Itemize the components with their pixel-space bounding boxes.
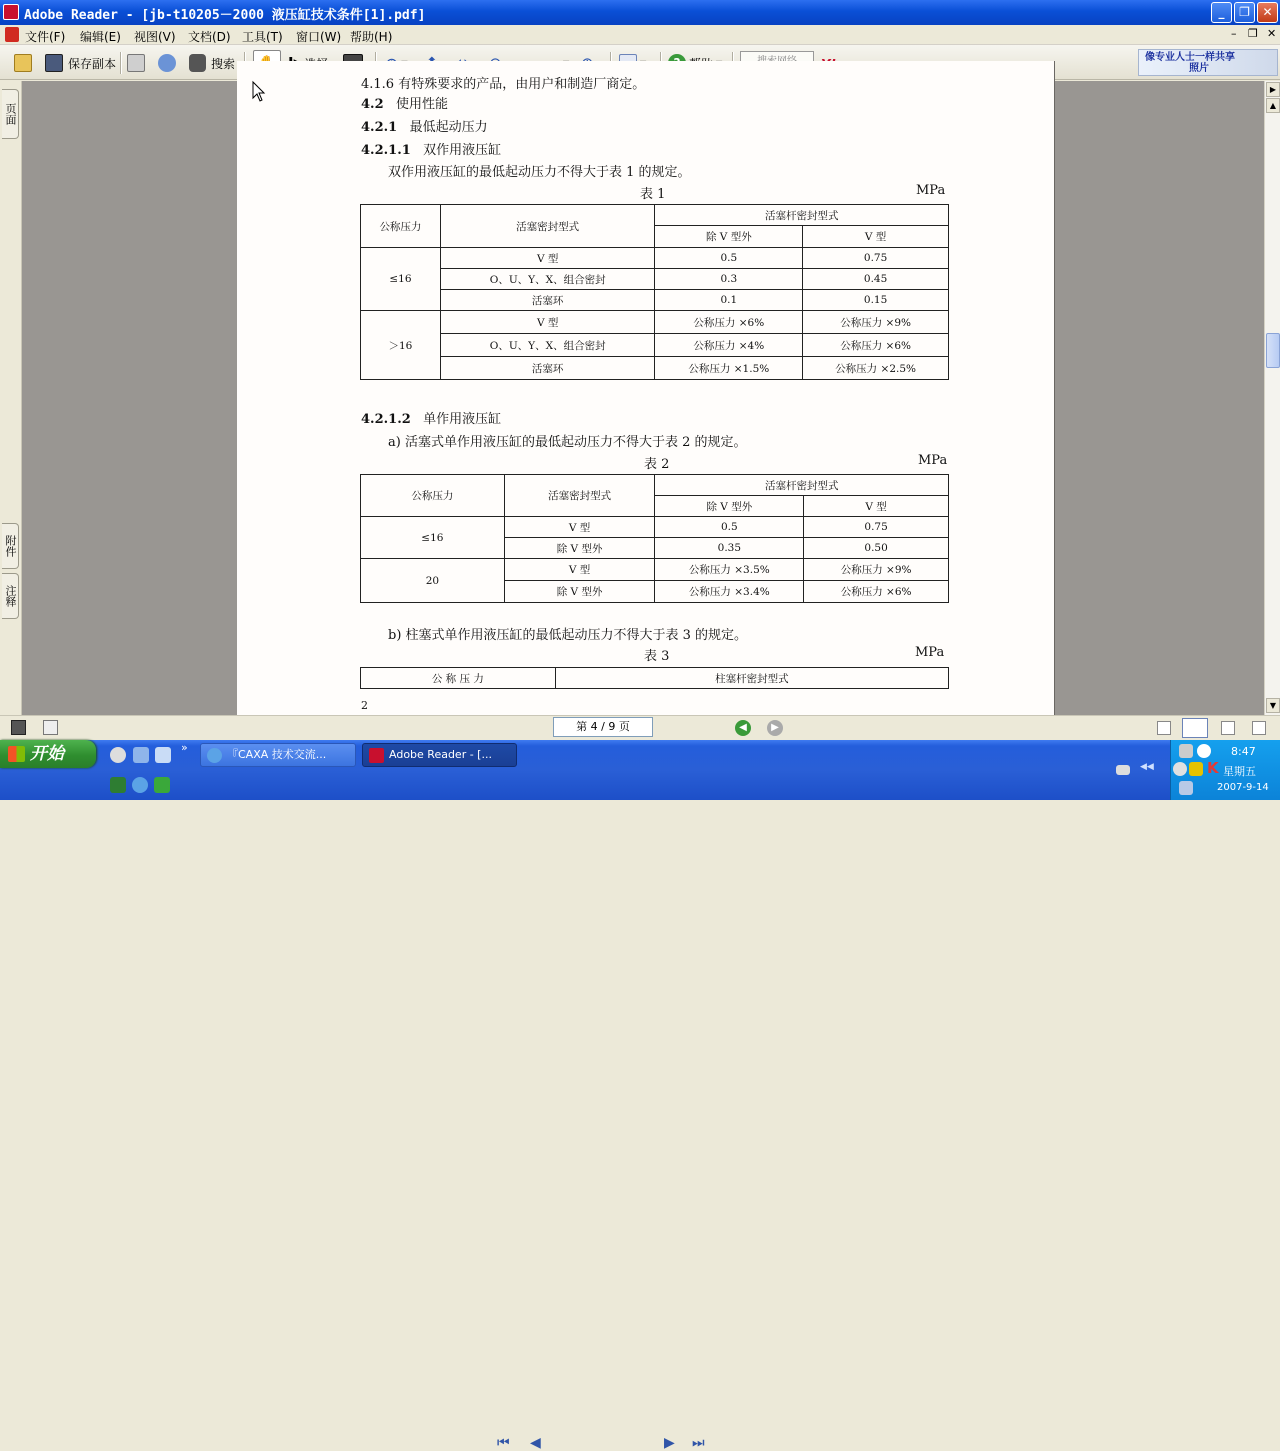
continuous-facing-icon[interactable] [1252, 721, 1266, 735]
task-label: Adobe Reader - [... [389, 748, 492, 761]
tab-pages[interactable]: 页面 [2, 89, 19, 139]
keyboard-icon[interactable] [1116, 765, 1130, 775]
minimize-button[interactable]: _ [1211, 2, 1232, 23]
table-cell: 活塞环 [440, 357, 655, 380]
table-cell: 公称压力 ×9% [804, 559, 949, 581]
table-cell: 0.50 [804, 538, 949, 559]
previous-page-button[interactable]: ◀ [530, 1435, 541, 1451]
scroll-up-button[interactable]: ▶ [1266, 82, 1280, 97]
doc-restore-button[interactable]: ❐ [1248, 27, 1258, 40]
menu-tools[interactable]: 工具(T) [242, 30, 283, 44]
table-cell: 0.75 [803, 248, 949, 269]
vertical-scrollbar[interactable] [1264, 81, 1280, 715]
printer-icon [127, 54, 145, 72]
clock-weekday: 星期五 [1223, 765, 1256, 778]
open-button[interactable] [14, 52, 32, 74]
continuous-page-icon[interactable] [1182, 718, 1208, 738]
close-button[interactable]: ✕ [1257, 2, 1278, 23]
doc-minimize-button[interactable]: – [1231, 27, 1237, 40]
binoculars-icon [189, 54, 206, 72]
save-copy-label: 保存副本 [68, 56, 117, 71]
table-cell: 公称压力 ×6% [804, 581, 949, 603]
table-cell: 0.5 [655, 517, 804, 538]
page-info-icon[interactable] [43, 720, 58, 735]
last-page-button[interactable]: ⏭ [692, 1435, 705, 1451]
table-header: 柱塞杆密封型式 [555, 668, 948, 689]
table-2-unit: MPa [918, 453, 948, 468]
table-cell: O、U、Y、X、组合密封 [440, 334, 655, 357]
page-number-field[interactable]: 第 4 / 9 页 [553, 717, 653, 737]
doc-close-button[interactable]: ✕ [1267, 27, 1277, 40]
table-cell: V 型 [440, 311, 655, 334]
print-button[interactable] [127, 52, 145, 74]
table-1 [360, 204, 949, 380]
table-header: 活塞杆密封型式 [655, 205, 949, 226]
table-cell: ＞16 [361, 311, 441, 380]
heading-4-2: 4.2 使用性能 [361, 97, 449, 112]
ad-line-2: 照片 [1189, 63, 1209, 74]
mouse-cursor-icon [252, 81, 266, 102]
title-bar [0, 0, 1280, 25]
tab-comments[interactable]: 注释 [2, 573, 19, 619]
navigation-pane-tabs [0, 81, 22, 715]
table-cell: 0.5 [655, 248, 803, 269]
table-cell: 公称压力 ×1.5% [655, 357, 803, 380]
table-cell: 20 [361, 559, 505, 603]
next-page-button[interactable]: ▶ [664, 1435, 675, 1451]
heading-4-2-1-1: 4.2.1.1 双作用液压缸 [361, 143, 502, 158]
table-cell: 公称压力 ×6% [655, 311, 803, 334]
table-header: 除 V 型外 [655, 496, 804, 517]
adobe-reader-icon [3, 4, 19, 20]
quicklaunch-icon-2[interactable] [133, 747, 149, 763]
menu-file[interactable]: 文件(F) [25, 30, 66, 44]
document-icon [5, 27, 19, 42]
ad-line-1: 像专业人士一样共享 [1145, 52, 1235, 63]
back-arrow-icon[interactable] [1173, 762, 1187, 776]
menu-edit[interactable]: 编辑(E) [80, 30, 121, 44]
save-copy-button[interactable] [45, 52, 116, 74]
tray-expand-icon[interactable]: ◀◀ [1140, 762, 1154, 772]
table-cell: 除 V 型外 [504, 538, 655, 559]
table-cell: 公称压力 ×2.5% [803, 357, 949, 380]
go-back-button[interactable]: ◀ [735, 720, 751, 736]
network-icon[interactable] [1179, 744, 1193, 758]
paragraph: b) 柱塞式单作用液压缸的最低起动压力不得大于表 3 的规定。 [388, 628, 748, 643]
reading-mode-icon[interactable] [11, 720, 26, 735]
table-header: 公称压力 [361, 475, 505, 517]
table-cell: ≤16 [361, 517, 505, 559]
start-button[interactable] [0, 740, 96, 768]
table-header: V 型 [803, 226, 949, 248]
table-header: 公称压力 [361, 205, 441, 248]
quicklaunch-icon-3[interactable] [155, 747, 171, 763]
search-label: 搜索 [211, 56, 236, 71]
table-cell: 0.35 [655, 538, 804, 559]
heading-4-2-1-2: 4.2.1.2 单作用液压缸 [361, 412, 502, 427]
email-button[interactable] [158, 52, 176, 74]
menu-bar [0, 25, 1280, 45]
quicklaunch-icon-1[interactable] [110, 747, 126, 763]
scroll-down-button[interactable]: ▼ [1266, 698, 1280, 713]
pdf-page [237, 61, 1054, 721]
table-cell: 除 V 型外 [504, 581, 655, 603]
task-label: 『CAXA 技术交流... [227, 748, 327, 761]
scroll-thumb[interactable] [1266, 333, 1280, 368]
first-page-button[interactable]: ⏮ [497, 1435, 510, 1451]
ad-banner[interactable] [1138, 49, 1278, 76]
table-header: 公 称 压 力 [361, 668, 556, 689]
quicklaunch-ie-icon[interactable] [132, 777, 148, 793]
quicklaunch-overflow-icon[interactable]: » [181, 741, 188, 754]
task-button-caxa[interactable] [200, 743, 356, 767]
paragraph: a) 活塞式单作用液压缸的最低起动压力不得大于表 2 的规定。 [388, 435, 747, 450]
table-cell: 公称压力 ×3.5% [655, 559, 804, 581]
table-header: 除 V 型外 [655, 226, 803, 248]
table-1-unit: MPa [916, 183, 946, 198]
table-1-caption: 表 1 [640, 187, 666, 202]
table-cell: O、U、Y、X、组合密封 [440, 269, 655, 290]
clock-time[interactable]: 8:47 [1231, 745, 1256, 758]
table-cell: 0.45 [803, 269, 949, 290]
single-page-icon[interactable] [1157, 721, 1171, 735]
user-icon[interactable] [1189, 762, 1203, 776]
adobe-reader-icon [369, 748, 384, 763]
table-cell: 公称压力 ×3.4% [655, 581, 804, 603]
quicklaunch-desktop-icon[interactable] [154, 777, 170, 793]
folder-icon [14, 54, 32, 72]
facing-page-icon[interactable] [1221, 721, 1235, 735]
table-3 [360, 667, 949, 689]
tab-attachments[interactable]: 附件 [2, 523, 19, 569]
menu-window[interactable]: 窗口(W) [296, 30, 342, 44]
table-cell: 活塞环 [440, 290, 655, 311]
table-cell: 公称压力 ×4% [655, 334, 803, 357]
menu-view[interactable]: 视图(V) [134, 30, 176, 44]
table-cell: V 型 [504, 559, 655, 581]
restore-button[interactable]: ❐ [1234, 2, 1255, 23]
table-cell: 0.1 [655, 290, 803, 311]
scroll-top-button[interactable]: ▲ [1266, 98, 1280, 113]
qq-icon[interactable] [1197, 744, 1211, 758]
table-2-caption: 表 2 [644, 457, 670, 472]
display-icon[interactable] [1179, 781, 1193, 795]
table-cell: 公称压力 ×9% [803, 311, 949, 334]
task-button-adobe-reader[interactable] [362, 743, 517, 767]
search-button[interactable] [189, 52, 235, 74]
table-cell: V 型 [504, 517, 655, 538]
menu-document[interactable]: 文档(D) [188, 30, 231, 44]
windows-logo-icon [8, 746, 25, 762]
kaspersky-icon[interactable]: K [1207, 759, 1219, 777]
table-header: 活塞密封型式 [504, 475, 655, 517]
table-cell: ≤16 [361, 248, 441, 311]
table-header: 活塞密封型式 [440, 205, 655, 248]
paragraph: 双作用液压缸的最低起动压力不得大于表 1 的规定。 [388, 165, 691, 180]
table-cell: 0.15 [803, 290, 949, 311]
table-header: V 型 [804, 496, 949, 517]
clock-date: 2007-9-14 [1217, 782, 1269, 793]
table-2 [360, 474, 949, 603]
system-tray [1170, 740, 1280, 800]
page-number: 2 [361, 699, 368, 712]
quicklaunch-tree-icon[interactable] [110, 777, 126, 793]
table-header: 活塞杆密封型式 [655, 475, 949, 496]
heading-4-2-1: 4.2.1 最低起动压力 [361, 120, 488, 135]
table-cell: 0.3 [655, 269, 803, 290]
window-title: Adobe Reader - [jb-t10205－2000 液压缸技术条件[1].pdf] [24, 8, 426, 23]
menu-help[interactable]: 帮助(H) [350, 30, 393, 44]
table-cell: 0.75 [804, 517, 949, 538]
table-3-unit: MPa [915, 645, 945, 660]
taskbar [0, 740, 1280, 800]
save-icon [45, 54, 63, 72]
start-label: 开始 [30, 744, 64, 764]
email-icon [158, 54, 176, 72]
table-cell: 公称压力 ×6% [803, 334, 949, 357]
document-area[interactable] [22, 77, 1264, 715]
table-3-caption: 表 3 [644, 649, 670, 664]
ie-icon [207, 748, 222, 763]
go-forward-button[interactable]: ▶ [767, 720, 783, 736]
table-cell: V 型 [440, 248, 655, 269]
clipped-text-line: 4.1.6 有特殊要求的产品，由用户和制造厂商定。 [361, 77, 646, 92]
